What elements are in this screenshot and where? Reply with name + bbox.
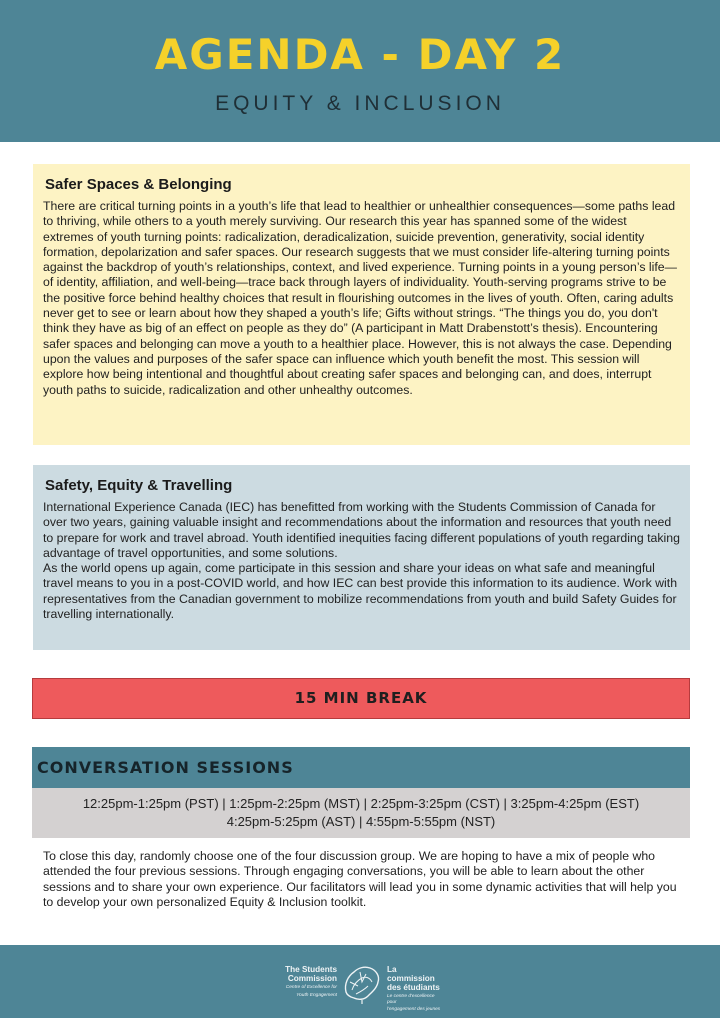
session-title: Safety, Equity & Travelling xyxy=(45,477,233,494)
conversation-times xyxy=(32,788,690,838)
footer-banner xyxy=(0,945,720,1018)
header-banner xyxy=(0,0,720,142)
maple-map-emblem-icon xyxy=(340,962,384,1004)
session-description-paragraph-1: International Experience Canada (IEC) has benefitted from working with the Students Commission of Canada for over two years, gaining valuable insight and recommendations about the information and resources that youth need to prepare for work and travel abroad. Youth identified inequities facing different populations of youth regarding taking advantage of travel opportunities, and some solutions. xyxy=(43,500,680,560)
page-subtitle: EQUITY & INCLUSION xyxy=(215,92,505,115)
logo-french-text: La commission des étudiants Le centre d'excellence pour l'engagement des jeunes xyxy=(387,965,441,1012)
conversation-description: To close this day, randomly choose one of the four discussion group. We are hoping to have a mix of people who attended the four previous sessions. Through engaging conversations, you will be able to learn about the other sessions and to share your own experience. Our facilitators will lead you in some dynamic activities that will help you to develop your own personalized Equity & Inclusion toolkit. xyxy=(43,849,677,909)
session-description: There are critical turning points in a youth’s life that lead to healthier or unhealthier consequences—some paths lead to thriving, while others to a youth merely surviving. Our research this year has spanned some of the widest extremes of youth turning points: radicalization, deradicalization, suicide prevention, generativity, social identity formation, depolarization and safer spaces. Our research suggests that we must consider life-altering turning points against the backdrop of youth’s relationships, context, and lived experience. Turning points in a young person’s life—of identity, affiliation, and well-being—trace back through layers of individuality. Youth-serving programs strive to be the positive force behind healthy choices that result in flourishing outcomes in the lives of youth. Often, caring adults never get to see or learn about how they shaped a youth’s life; Gifts without strings. “The things you do, you don't think they have as big of an effect on people as they do” (A participant in Matt Drabenstott’s thesis). Encountering safer spaces and belonging can move a youth to a healthier place. However, this is not always the case. Depending upon the values and purposes of the safer space can influence which youth benefit the most. This session will explore how being intentional and thoughtful about creating safer spaces and belonging can, and does, interrupt youth paths to suicide, radicalization and other unhealthy outcomes. xyxy=(43,199,677,397)
logo-english-text: The Students Commission Centre of Excellence for Youth Engagement xyxy=(285,965,337,998)
break-banner: 15 MIN BREAK xyxy=(32,678,690,719)
session-description-paragraph-2: As the world opens up again, come participate in this session and share your ideas on what safe and meaningful travel means to you in a post-COVID world, and how IEC can best provide this information to its audience. Work with representatives from the Canadian government to mobilize recommendations from youth and build Safety Guides for travelling internationally. xyxy=(43,561,678,622)
page-title: AGENDA - DAY 2 xyxy=(154,30,566,79)
session-card-safety-travel xyxy=(33,465,690,650)
session-title: Safer Spaces & Belonging xyxy=(45,176,232,193)
times-line-1: 12:25pm-1:25pm (PST) | 1:25pm-2:25pm (MST) | 2:25pm-3:25pm (CST) | 3:25pm-4:25pm (EST) xyxy=(82,796,640,811)
times-line-2: 4:25pm-5:25pm (AST) | 4:55pm-5:55pm (NST) xyxy=(226,814,496,829)
session-card-safer-spaces xyxy=(33,164,690,445)
students-commission-logo xyxy=(283,962,443,1012)
conversation-sessions-heading: CONVERSATION SESSIONS xyxy=(32,747,690,788)
